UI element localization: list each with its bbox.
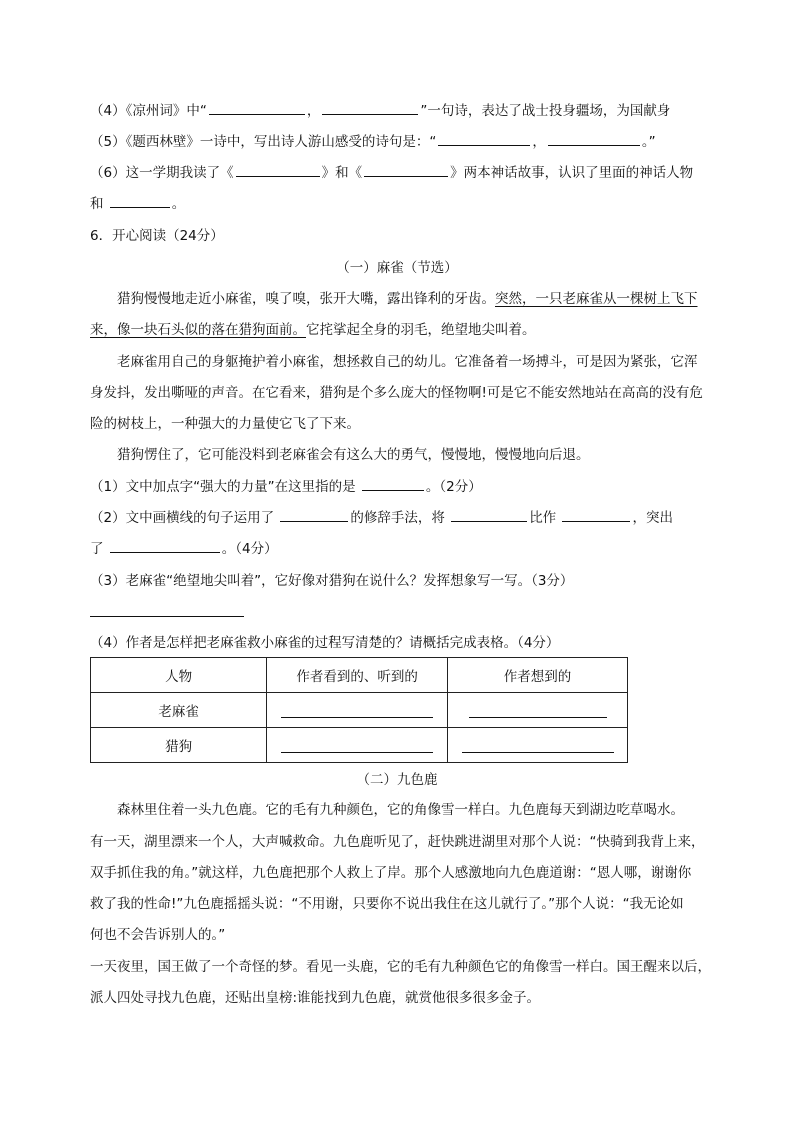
table-header: 作者看到的、听到的 <box>267 658 448 693</box>
subq4: （4）作者是怎样把老麻雀救小麻雀的过程写清楚的？请概括完成表格。（4分） <box>90 635 560 651</box>
passage2-line1: 森林里住着一头九色鹿。它的毛有九种颜色，它的角像雪一样白。九色鹿每天到湖边吃草喝水。 <box>117 802 684 818</box>
summary-table <box>90 657 628 763</box>
passage2-line3: 双手抓住我的角。”就这样，九色鹿把那个人救上了岸。那个人感激地向九色鹿道谢：“恩人哪，谢谢你 <box>90 865 692 881</box>
q5-item6: （6）这一学期我读了《 》和《 》两本神话故事，认识了里面的神话人物 <box>90 165 694 181</box>
answer-blank[interactable] <box>281 703 433 718</box>
answer-blank[interactable] <box>280 508 348 522</box>
answer-blank[interactable] <box>469 703 607 718</box>
q6-heading: 6．开心阅读（24分） <box>90 228 224 244</box>
table-row <box>91 693 628 728</box>
passage2-line5: 何也不会告诉别人的。” <box>90 927 226 943</box>
q5-item4: （4）《凉州词》中“ ， ”一句诗，表达了战士投身疆场，为国献身 <box>90 103 671 119</box>
answer-blank[interactable] <box>462 738 614 753</box>
subq2: （2）文中画横线的句子运用了 的修辞手法，将 比作 ，突出 <box>90 510 673 526</box>
passage1-title: （一）麻雀（节选） <box>336 260 458 276</box>
answer-blank[interactable] <box>110 194 170 208</box>
passage2-line6: 一天夜里，国王做了一个奇怪的梦。看见一头鹿，它的毛有九种颜色它的角像雪一样白。国王醒来以后， <box>90 959 711 975</box>
passage1-line2: 来，像一块石头似的落在猎狗面前。它挓挲起全身的羽毛，绝望地尖叫着。 <box>90 322 536 338</box>
answer-blank[interactable] <box>451 508 527 522</box>
underlined-sentence: 突然，一只老麻雀从一棵树上飞下 <box>495 291 698 307</box>
answer-blank[interactable] <box>438 132 530 146</box>
answer-blank[interactable] <box>322 101 418 115</box>
answer-blank[interactable] <box>236 163 320 177</box>
table-row-label: 猎狗 <box>91 728 267 763</box>
passage1-line1: 猎狗慢慢地走近小麻雀，嗅了嗅，张开大嘴，露出锋利的牙齿。突然，一只老麻雀从一棵树上飞下 <box>117 291 698 307</box>
passage2-line2: 有一天，湖里漂来一个人，大声喊救命。九色鹿听见了，赶快跳进湖里对那个人说：“快骑到我背上来， <box>90 834 705 850</box>
table-header: 人物 <box>91 658 267 693</box>
subq1: （1）文中加点字“强大的力量”在这里指的是 。（2分） <box>90 479 482 495</box>
table-header-row <box>91 658 628 693</box>
passage2-line7: 派人四处寻找九色鹿，还贴出皇榜:谁能找到九色鹿，就赏他很多很多金子。 <box>90 990 541 1006</box>
table-row <box>91 728 628 763</box>
subq3: （3）老麻雀“绝望地尖叫着”，它好像对猎狗在说什么？发挥想象写一写。（3分） <box>90 573 574 589</box>
answer-blank[interactable] <box>362 477 424 491</box>
subq3-answer-line[interactable] <box>90 616 244 617</box>
table-cell <box>267 693 448 728</box>
underlined-sentence: 来，像一块石头似的落在猎狗面前。 <box>90 322 306 338</box>
subq2-cont: 了 。（4分） <box>90 541 278 557</box>
answer-blank[interactable] <box>364 163 448 177</box>
passage1-para3: 猎狗愣住了，它可能没料到老麻雀会有这么大的勇气，慢慢地，慢慢地向后退。 <box>117 447 590 463</box>
table-cell <box>267 728 448 763</box>
q5-item5: （5）《题西林壁》一诗中，写出诗人游山感受的诗句是：“ ， 。” <box>90 134 656 150</box>
passage1-para2-line2: 身发抖，发出嘶哑的声音。在它看来，猎狗是个多么庞大的怪物啊!可是它不能安然地站在高高的没有危 <box>90 385 703 401</box>
passage1-para2-line3: 险的树枝上，一种强大的力量使它飞了下来。 <box>90 416 360 432</box>
q5-item6-cont: 和 。 <box>90 196 186 212</box>
passage1-para2-line1: 老麻雀用自己的身躯掩护着小麻雀，想拯救自己的幼儿。它准备着一场搏斗，可是因为紧张，它浑 <box>117 354 698 370</box>
answer-blank[interactable] <box>562 508 630 522</box>
answer-blank[interactable] <box>281 738 433 753</box>
table-header: 作者想到的 <box>448 658 628 693</box>
passage2-title: （二）九色鹿 <box>356 772 438 788</box>
table-row-label: 老麻雀 <box>91 693 267 728</box>
passage2-line4: 救了我的性命!”九色鹿摇摇头说：“不用谢，只要你不说出我住在这儿就行了。”那个人说：“我无论如 <box>90 896 684 912</box>
answer-blank[interactable] <box>209 101 305 115</box>
answer-blank[interactable] <box>110 539 220 553</box>
table-cell <box>448 728 628 763</box>
table-cell <box>448 693 628 728</box>
answer-blank[interactable] <box>548 132 640 146</box>
